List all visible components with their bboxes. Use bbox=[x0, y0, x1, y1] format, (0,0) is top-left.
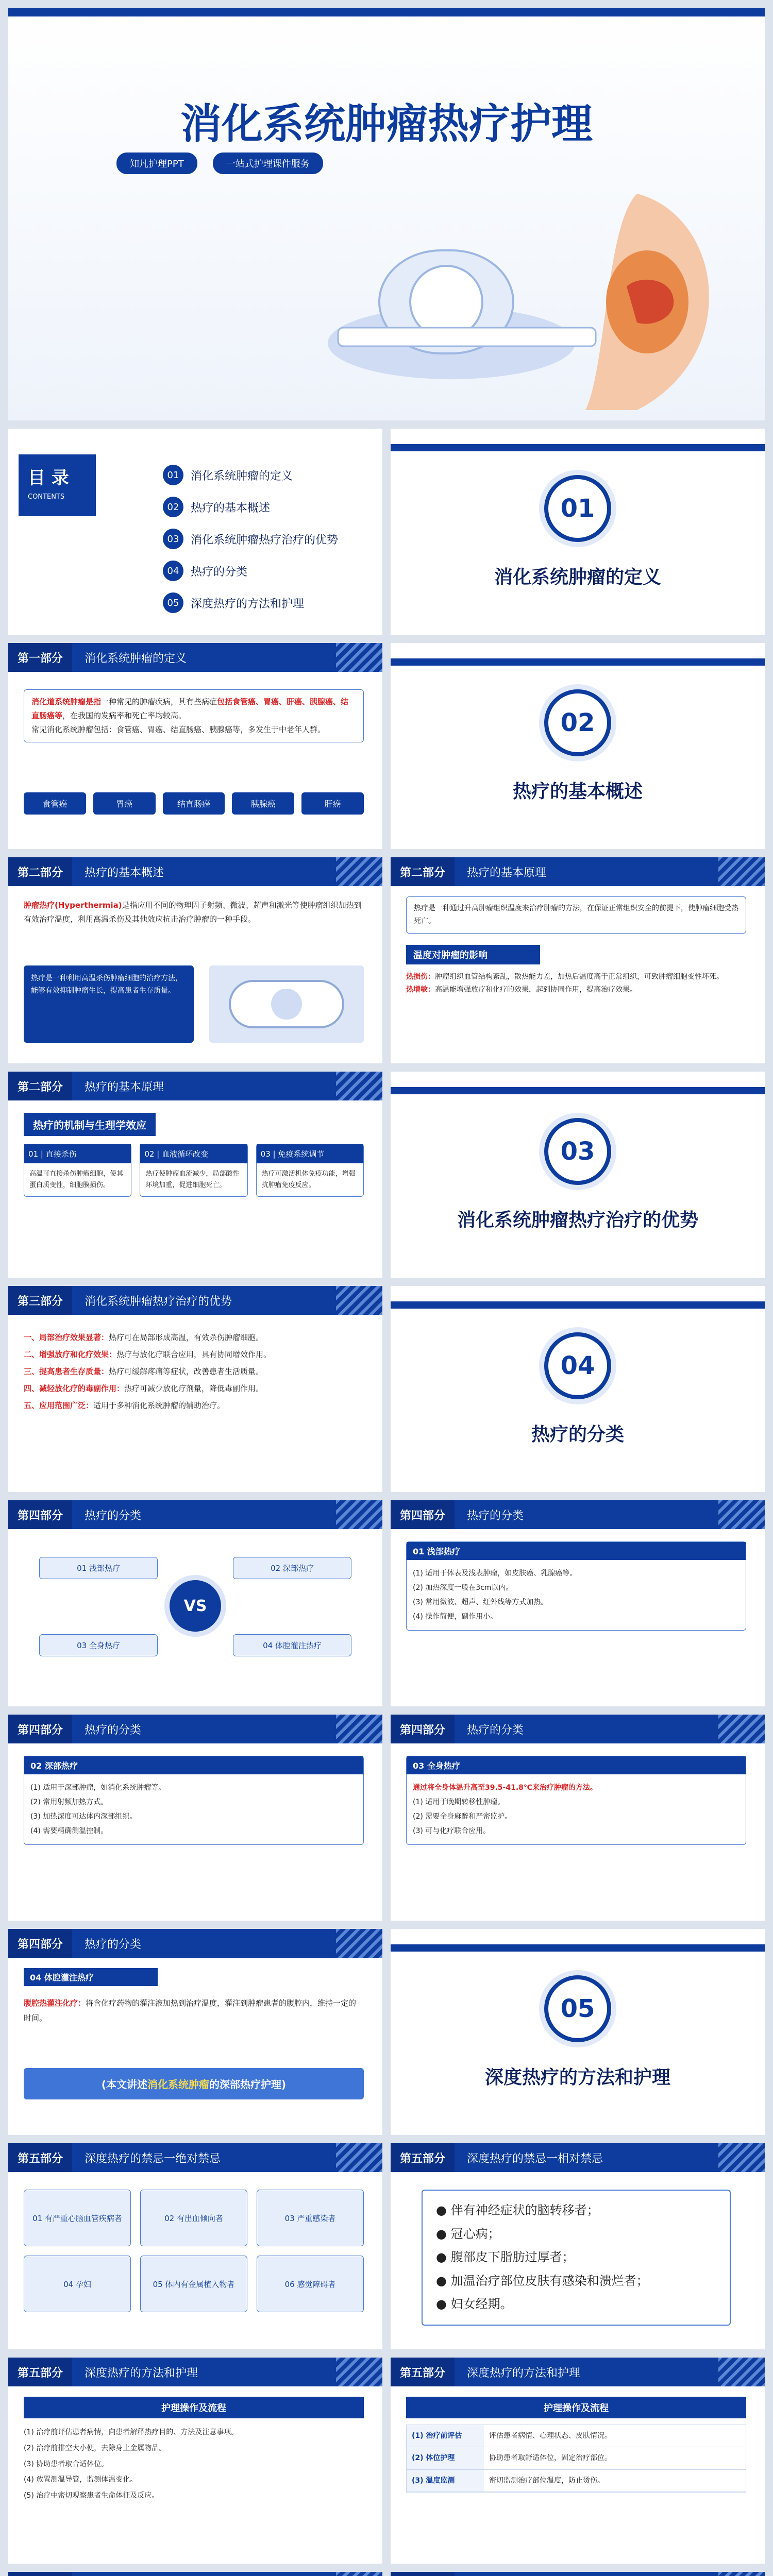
detail-bar: 02 深部热疗 bbox=[24, 1756, 363, 1774]
part-label: 第一部分 bbox=[8, 643, 72, 672]
section-num: 01 bbox=[544, 475, 611, 542]
row-key: (2) 体位护理 bbox=[407, 2447, 484, 2469]
tumor-button[interactable]: 胃癌 bbox=[93, 792, 156, 815]
cover-tag1: 知凡护理PPT bbox=[116, 152, 197, 174]
toc-item[interactable] bbox=[163, 561, 338, 581]
toc-item-num: 01 bbox=[163, 465, 183, 485]
advantage-label: 三、提高患者生存质量： bbox=[24, 1367, 109, 1376]
section-02-slide bbox=[391, 643, 765, 849]
detail-line: (3) 可与化疗联合应用。 bbox=[413, 1827, 491, 1835]
section-title: 热疗的基本概述 bbox=[512, 781, 643, 802]
absolute-grid bbox=[24, 2190, 364, 2312]
relative-item: ● 加温治疗部位皮肤有感染和溃烂者； bbox=[436, 2273, 649, 2288]
relative-text: 冠心病； bbox=[450, 2226, 500, 2241]
class-detail-a-slide bbox=[391, 1500, 765, 1706]
part-label: 第二部分 bbox=[8, 1072, 72, 1100]
class-item[interactable]: 01 浅部热疗 bbox=[39, 1557, 158, 1579]
mechanism-card-text: 热疗可激活机体免疫功能，增强抗肿瘤免疫反应。 bbox=[261, 1170, 356, 1190]
definition-buttons bbox=[24, 792, 364, 815]
vs-circle: VS bbox=[170, 1580, 221, 1632]
overview-box: 热疗是一种利用高温杀伤肿瘤细胞的治疗方法，能够有效抑制肿瘤生长，提高患者生存质量。 bbox=[24, 965, 194, 1043]
section-title: 热疗的分类 bbox=[531, 1424, 624, 1445]
toc-item-num: 02 bbox=[163, 497, 183, 517]
part-label: 第五部分 bbox=[391, 2143, 455, 2172]
principle-point-label: 热增敏： bbox=[406, 986, 435, 994]
class-item[interactable]: 02 深部热疗 bbox=[233, 1557, 351, 1579]
toc-list bbox=[163, 465, 338, 613]
part-title: 热疗的分类 bbox=[85, 1509, 142, 1522]
part-label: 第四部分 bbox=[8, 1929, 72, 1958]
method-bar: 护理操作及流程 bbox=[24, 2397, 364, 2418]
row-value: 协助患者取舒适体位，固定治疗部位。 bbox=[489, 2454, 612, 2463]
method-line: (3) 协助患者取合适体位。 bbox=[24, 2460, 109, 2468]
overview-text: 是指应用不同的物理因子射频、微波、超声和激光等使肿瘤组织加热到有效治疗温度，利用高温杀伤及其他效应抗击治疗肿瘤的一种手段。 bbox=[24, 901, 362, 924]
absolute-card: 04 孕妇 bbox=[24, 2256, 131, 2312]
slide-header bbox=[391, 2358, 765, 2386]
definition-text-d: ，在我国的发病率和死亡率均较高。 bbox=[62, 711, 187, 720]
toc-item[interactable] bbox=[163, 592, 338, 613]
absolute-card: 05 体内有金属植入物者 bbox=[140, 2256, 247, 2312]
advantage-label: 四、减轻放化疗的毒副作用： bbox=[24, 1384, 125, 1393]
part-label bbox=[391, 2572, 455, 2576]
mechanism-card-title: 01 | 直接杀伤 bbox=[24, 1144, 131, 1163]
absolute-slide bbox=[8, 2143, 382, 2349]
toc-item-num: 04 bbox=[163, 561, 183, 581]
class-detail-b-slide bbox=[8, 1715, 382, 1921]
detail-line: (1) 适用于深部肿瘤，如消化系统肿瘤等。 bbox=[30, 1784, 166, 1792]
section-stripe bbox=[391, 1301, 765, 1309]
cover-tag2: 一站式护理课件服务 bbox=[213, 152, 323, 174]
part-label bbox=[8, 2572, 72, 2576]
section-title: 消化系统肿瘤的定义 bbox=[494, 567, 661, 588]
part-label: 第五部分 bbox=[8, 2143, 72, 2172]
definition-slide bbox=[8, 643, 382, 849]
detail-line: (4) 需要精确测温控制。 bbox=[30, 1827, 108, 1835]
advantage-item bbox=[24, 1380, 364, 1397]
principle-point-text: 高温能增强放疗和化疗的效果，起到协同作用，提高治疗效果。 bbox=[435, 986, 637, 994]
slide-header bbox=[8, 2358, 382, 2386]
detail-bar: 01 浅部热疗 bbox=[407, 1542, 746, 1560]
slide-header bbox=[8, 1286, 382, 1315]
advantage-list bbox=[24, 1329, 364, 1414]
mechanism-card-text: 高温可直接杀伤肿瘤细胞，使其蛋白质变性，细胞膜损伤。 bbox=[29, 1170, 124, 1190]
perfusion-text bbox=[24, 1996, 364, 2025]
tumor-button[interactable]: 胰腺癌 bbox=[232, 792, 294, 815]
relative-text: 腹部皮下脂肪过厚者； bbox=[450, 2250, 575, 2265]
part-label: 第二部分 bbox=[391, 857, 455, 886]
part-title: 深度热疗的方法和护理 bbox=[85, 2366, 198, 2380]
method-table bbox=[406, 2425, 746, 2493]
mechanism-card-text: 热疗使肿瘤血流减少，局部酸性环境加重，促进细胞死亡。 bbox=[145, 1170, 240, 1190]
principle-point bbox=[406, 984, 746, 996]
slide-header bbox=[8, 857, 382, 886]
definition-text-b: 一种常见的肿瘤疾病，其有些病症 bbox=[101, 697, 217, 706]
overview-para bbox=[24, 899, 364, 926]
overview-slide bbox=[8, 857, 382, 1063]
part-label: 第四部分 bbox=[8, 1500, 72, 1529]
toc-sub: CONTENTS bbox=[28, 493, 65, 501]
part-label: 第四部分 bbox=[391, 1715, 455, 1743]
advantage-text: 热疗可缓解疼痛等症状，改善患者生活质量。 bbox=[109, 1367, 264, 1376]
part-title: 热疗的分类 bbox=[467, 1509, 524, 1522]
part-title: 深度热疗的禁忌一绝对禁忌 bbox=[85, 2152, 221, 2165]
detail-box bbox=[406, 1756, 746, 1845]
tumor-button[interactable]: 食管癌 bbox=[24, 792, 86, 815]
detail-lines bbox=[24, 1774, 363, 1844]
absolute-card: 06 感觉障碍者 bbox=[257, 2256, 364, 2312]
method-a-slide bbox=[8, 2358, 382, 2564]
toc-item-num: 05 bbox=[163, 592, 183, 613]
relative-text: 伴有神经症状的脑转移者； bbox=[450, 2203, 599, 2217]
advantage-item bbox=[24, 1397, 364, 1414]
cover-top-stripe bbox=[8, 8, 765, 16]
advantage-text: 适用于多种消化系统肿瘤的辅助治疗。 bbox=[93, 1401, 225, 1410]
principle-subtitle: 温度对肿瘤的影响 bbox=[406, 945, 540, 964]
principle-intro: 热疗是一种通过升高肿瘤组织温度来治疗肿瘤的方法，在保证正常组织安全的前提下，使肿瘤细胞受热死亡。 bbox=[406, 896, 746, 934]
detail-red: 通过将全身体温升高至39.5-41.8℃来治疗肿瘤的方法。 bbox=[413, 1784, 597, 1792]
relative-box bbox=[422, 2190, 731, 2326]
advantage-item bbox=[24, 1363, 364, 1380]
detail-bar: 03 全身热疗 bbox=[407, 1756, 746, 1774]
toc-item-label: 消化系统肿瘤的定义 bbox=[191, 469, 293, 483]
detail-line: (3) 加热深度可达体内深部组织。 bbox=[30, 1812, 137, 1821]
mechanism-card bbox=[24, 1144, 131, 1197]
slide-header bbox=[8, 1072, 382, 1100]
toc-item-label: 热疗的基本概述 bbox=[191, 501, 271, 515]
detail-box bbox=[406, 1541, 746, 1631]
absolute-card: 02 有出血倾向者 bbox=[140, 2190, 247, 2246]
part-title: 热疗的分类 bbox=[85, 1938, 142, 1951]
section-stripe bbox=[391, 444, 765, 451]
row-key: (1) 治疗前评估 bbox=[407, 2425, 484, 2447]
toc-item[interactable] bbox=[163, 497, 338, 517]
row-value: 评估患者病情、心理状态、皮肤情况。 bbox=[489, 2432, 612, 2440]
method-b-slide bbox=[391, 2358, 765, 2564]
perfusion-banner bbox=[24, 2068, 364, 2099]
slide-header bbox=[391, 2143, 765, 2172]
toc-item-num: 03 bbox=[163, 529, 183, 549]
advantage-item bbox=[24, 1346, 364, 1363]
detail-line: (2) 加热深度一般在3cm以内。 bbox=[413, 1584, 513, 1592]
absolute-card: 03 严重感染者 bbox=[257, 2190, 364, 2246]
toc-item[interactable] bbox=[163, 529, 338, 549]
principle-point-text: 肿瘤组织血管结构紊乱，散热能力差，加热后温度高于正常组织，可致肿瘤细胞变性坏死。 bbox=[435, 973, 724, 981]
detail-line: (2) 需要全身麻醉和严密监护。 bbox=[413, 1812, 512, 1821]
part-title: 热疗的分类 bbox=[467, 1723, 524, 1737]
mechanism-slide bbox=[8, 1072, 382, 1278]
definition-red-c: 包括食管癌、胃癌、肝癌、胰腺癌、结直肠癌等 bbox=[31, 697, 349, 720]
part-title: 消化系统肿瘤热疗治疗的优势 bbox=[85, 1295, 232, 1308]
part-title: 消化系统肿瘤的定义 bbox=[85, 652, 187, 665]
perfusion-bar: 04 体腔灌注热疗 bbox=[24, 1968, 158, 1986]
row-key: (3) 温度监测 bbox=[407, 2470, 484, 2492]
banner-c: 的深部热疗护理) bbox=[209, 2078, 287, 2091]
section-num: 05 bbox=[544, 1975, 611, 2042]
section-stripe bbox=[391, 658, 765, 666]
slide-header bbox=[391, 857, 765, 886]
principle-point bbox=[406, 971, 746, 984]
mechanism-card-title: 02 | 血液循环改变 bbox=[140, 1144, 247, 1163]
detail-line: (1) 适用于体表及浅表肿瘤，如皮肤癌、乳腺癌等。 bbox=[413, 1569, 577, 1578]
class-item[interactable]: 03 全身热疗 bbox=[39, 1634, 158, 1656]
slide-header bbox=[8, 1500, 382, 1529]
banner-a: (本文讲述 bbox=[101, 2078, 147, 2091]
advantage-label: 一、局部治疗效果显著： bbox=[24, 1333, 109, 1342]
perfusion-body: 将含化疗药物的灌注液加热到治疗温度，灌注到肿瘤患者的腹腔内，维持一定的时间。 bbox=[24, 1998, 357, 2023]
advantage-label: 五、应用范围广泛： bbox=[24, 1401, 94, 1410]
relative-item: ● 冠心病； bbox=[436, 2226, 500, 2241]
part-title: 热疗的基本原理 bbox=[467, 866, 547, 879]
mechanism-heading: 热疗的机制与生理学效应 bbox=[24, 1113, 156, 1136]
toc-heading-box bbox=[19, 454, 96, 516]
slide-header bbox=[8, 1715, 382, 1743]
principle-point-label: 热损伤： bbox=[406, 973, 435, 981]
principle-slide bbox=[391, 857, 765, 1063]
mechanism-cards bbox=[24, 1144, 364, 1197]
part-title: 热疗的基本原理 bbox=[85, 1080, 164, 1094]
part-label: 第五部分 bbox=[8, 2358, 72, 2386]
detail-line: (1) 适用于晚期转移性肿瘤。 bbox=[413, 1798, 505, 1806]
method-bar: 护理操作及流程 bbox=[406, 2397, 746, 2418]
cover-title: 消化系统肿瘤热疗护理 bbox=[180, 100, 593, 148]
slide-header bbox=[8, 643, 382, 672]
section-03-slide bbox=[391, 1072, 765, 1278]
detail-lines bbox=[407, 1774, 746, 1844]
absolute-card: 01 有严重心脑血管疾病者 bbox=[24, 2190, 131, 2246]
cover-slide bbox=[8, 8, 765, 420]
definition-red-a: 消化道系统肿瘤是指 bbox=[31, 697, 102, 706]
classification-slide bbox=[8, 1500, 382, 1706]
section-num: 02 bbox=[544, 689, 611, 756]
advantage-text: 热疗可在局部形成高温，有效杀伤肿瘤细胞。 bbox=[109, 1333, 264, 1342]
method-line: (5) 治疗中密切观察患者生命体征及反应。 bbox=[24, 2492, 159, 2500]
slide-header bbox=[8, 2572, 382, 2576]
definition-box bbox=[24, 689, 364, 742]
method-lines bbox=[24, 2425, 364, 2504]
section-04-slide bbox=[391, 1286, 765, 1492]
section-num: 03 bbox=[544, 1118, 611, 1185]
cover-illustration bbox=[317, 173, 761, 420]
part-title: 热疗的分类 bbox=[85, 1723, 142, 1737]
slide-header bbox=[391, 1715, 765, 1743]
cover-tags bbox=[116, 152, 323, 174]
detail-line: (4) 操作简便，副作用小。 bbox=[413, 1613, 498, 1621]
toc-item-label: 热疗的分类 bbox=[191, 565, 248, 579]
detail-lines bbox=[407, 1560, 746, 1630]
section-title: 消化系统肿瘤热疗治疗的优势 bbox=[457, 1210, 698, 1231]
relative-text: 妇女经期。 bbox=[450, 2297, 513, 2312]
toc-item-label: 消化系统肿瘤热疗治疗的优势 bbox=[191, 533, 339, 547]
advantage-text: 热疗可减少放化疗剂量，降低毒副作用。 bbox=[124, 1384, 264, 1393]
relative-item: ● 腹部皮下脂肪过厚者； bbox=[436, 2250, 575, 2265]
class-detail-c-slide bbox=[391, 1715, 765, 1921]
toc-slide bbox=[8, 429, 382, 635]
class-item[interactable]: 04 体腔灌注热疗 bbox=[233, 1634, 351, 1656]
slide-header bbox=[8, 1929, 382, 1958]
method-row bbox=[407, 2470, 746, 2492]
slide-header bbox=[8, 2143, 382, 2172]
method-row bbox=[407, 2425, 746, 2447]
method-row bbox=[407, 2447, 746, 2469]
relative-slide bbox=[391, 2143, 765, 2349]
relative-text: 加温治疗部位皮肤有感染和溃烂者； bbox=[450, 2273, 649, 2288]
definition-text-e: 常见消化系统肿瘤包括：食管癌、胃癌、结直肠癌、胰腺癌等，多发生于中老年人群。 bbox=[31, 725, 326, 734]
advantage-text: 热疗与放化疗联合应用，具有协同增效作用。 bbox=[116, 1350, 272, 1359]
device-illustration bbox=[209, 965, 364, 1043]
part-title: 深度热疗的禁忌一相对禁忌 bbox=[467, 2152, 603, 2165]
section-01-slide bbox=[391, 429, 765, 635]
perfusion-red: 腹腔热灌注化疗： bbox=[24, 1998, 86, 2008]
detail-line: (2) 常用射频加热方式。 bbox=[30, 1798, 108, 1806]
perfusion-slide bbox=[8, 1929, 382, 2135]
detail-line: (3) 常用微波、超声、红外线等方式加热。 bbox=[413, 1598, 548, 1606]
method-d-slide bbox=[391, 2572, 765, 2576]
overview-red: 肿瘤热疗(Hyperthermia) bbox=[24, 901, 122, 910]
method-line: (1) 治疗前评估患者病情，向患者解释热疗目的、方法及注意事项。 bbox=[24, 2428, 239, 2436]
part-label: 第二部分 bbox=[8, 857, 72, 886]
part-label: 第四部分 bbox=[391, 1500, 455, 1529]
method-line: (4) 放置测温导管，监测体温变化。 bbox=[24, 2476, 138, 2484]
principle-points bbox=[406, 971, 746, 996]
section-stripe bbox=[391, 1944, 765, 1952]
section-num: 04 bbox=[544, 1332, 611, 1399]
part-label: 第五部分 bbox=[391, 2358, 455, 2386]
part-title: 热疗的基本概述 bbox=[85, 866, 164, 879]
relative-item: ● 伴有神经症状的脑转移者； bbox=[436, 2203, 599, 2217]
tumor-button[interactable]: 结直肠癌 bbox=[163, 792, 225, 815]
advantage-item bbox=[24, 1329, 364, 1346]
method-line: (2) 治疗前排空大小便，去除身上金属物品。 bbox=[24, 2444, 166, 2452]
toc-item-label: 深度热疗的方法和护理 bbox=[191, 597, 305, 611]
section-title: 深度热疗的方法和护理 bbox=[484, 2067, 670, 2088]
slide-header bbox=[391, 1500, 765, 1529]
mechanism-card bbox=[256, 1144, 364, 1197]
banner-b: 消化系统肿瘤 bbox=[147, 2078, 209, 2091]
part-label: 第三部分 bbox=[8, 1286, 72, 1315]
mechanism-card bbox=[140, 1144, 247, 1197]
slide-header bbox=[391, 2572, 765, 2576]
relative-item: ● 妇女经期。 bbox=[436, 2297, 513, 2312]
toc-item[interactable] bbox=[163, 465, 338, 485]
section-05-slide bbox=[391, 1929, 765, 2135]
mechanism-card-title: 03 | 免疫系统调节 bbox=[257, 1144, 363, 1163]
method-c-slide bbox=[8, 2572, 382, 2576]
detail-box bbox=[24, 1756, 364, 1845]
part-label: 第四部分 bbox=[8, 1715, 72, 1743]
part-title: 深度热疗的方法和护理 bbox=[467, 2366, 581, 2380]
row-value: 密切监测治疗部位温度，防止烫伤。 bbox=[489, 2476, 604, 2485]
advantage-slide bbox=[8, 1286, 382, 1492]
toc-heading: 目 录 bbox=[28, 468, 69, 488]
advantage-label: 二、增强放疗和化疗效果： bbox=[24, 1350, 117, 1359]
tumor-button[interactable]: 肝癌 bbox=[301, 792, 364, 815]
section-stripe bbox=[391, 1087, 765, 1094]
